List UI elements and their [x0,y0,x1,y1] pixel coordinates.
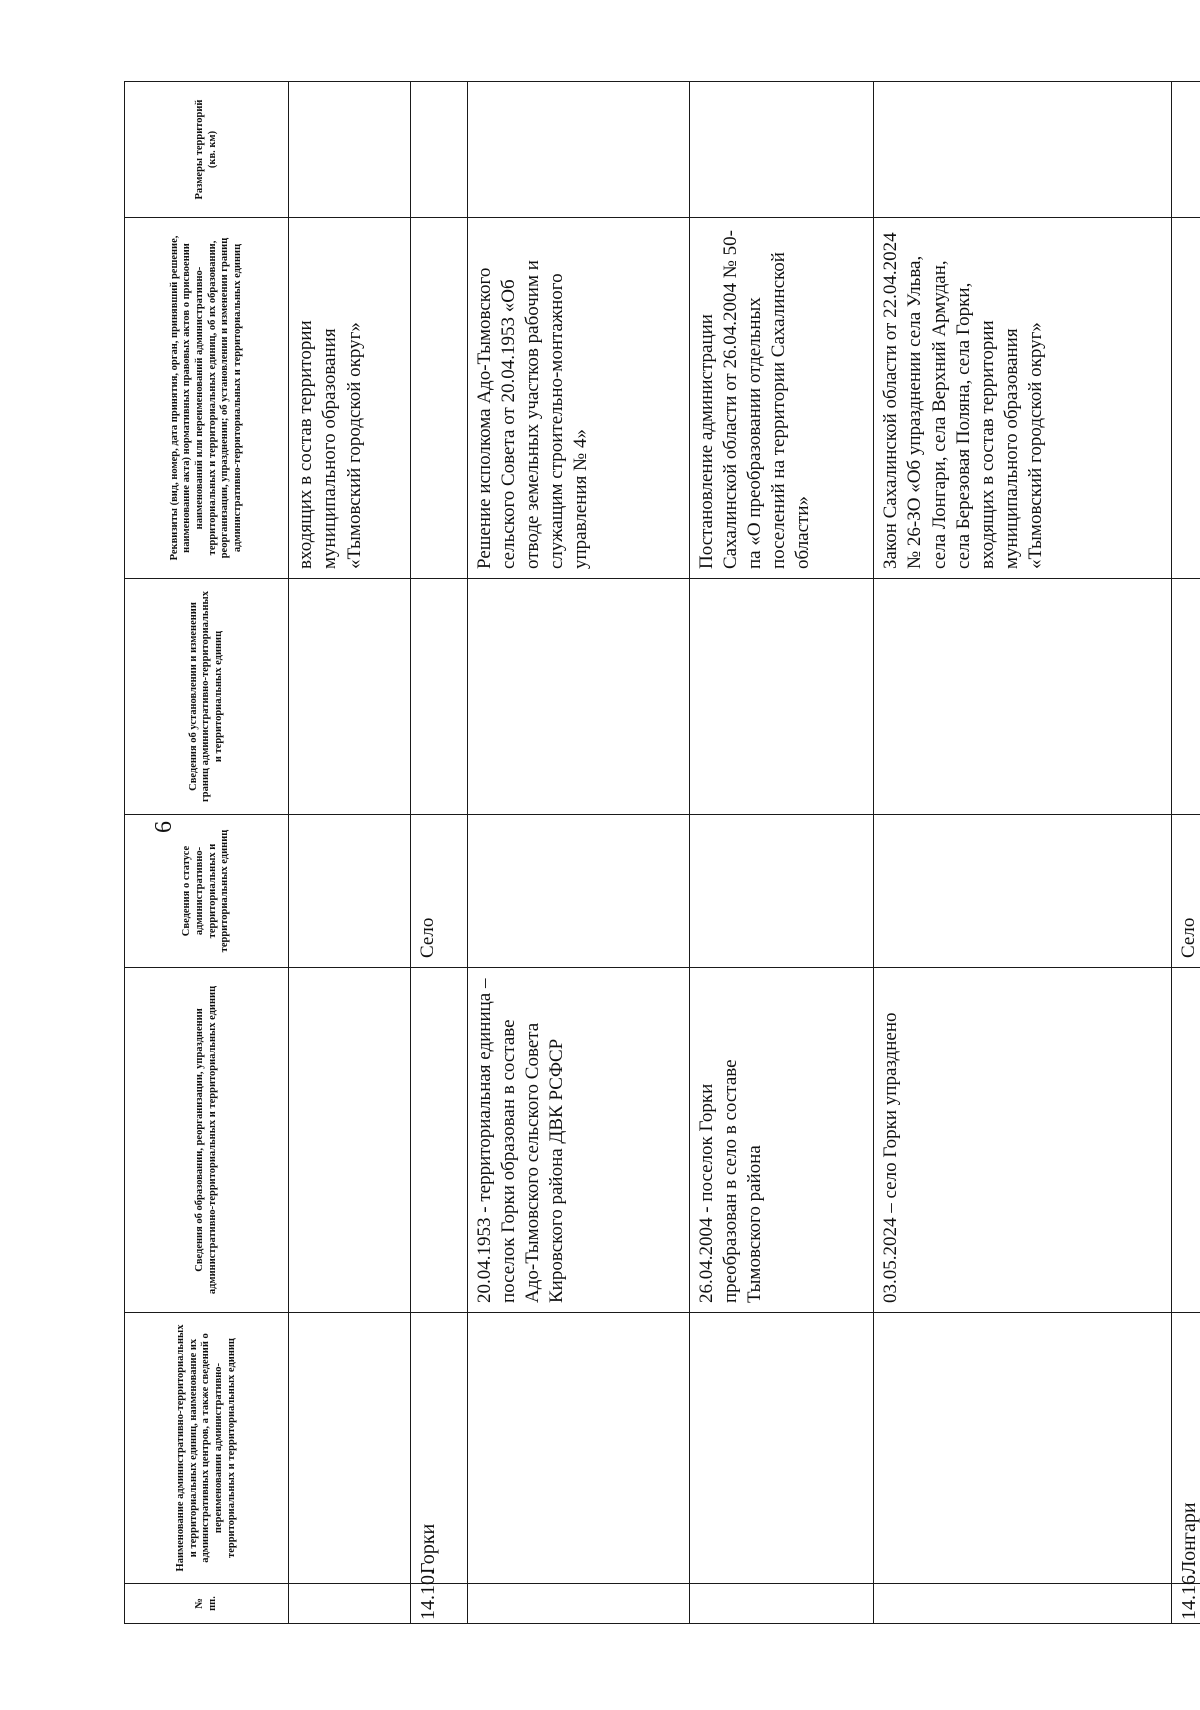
table-row [411,82,467,1624]
cell-formation [411,968,467,1313]
cell-area [689,82,874,218]
cell-borders [411,579,467,815]
cell-formation [1172,968,1200,1313]
cell-number [289,1584,411,1624]
cell-formation: 20.04.1953 - территориальная единица – поселок Горки образован в составе Адо-Тымовского сельского Совета Кировского района ДВК РСФСР [467,968,689,1313]
cell-formation: 03.05.2024 – село Горки упразднено [874,968,1172,1313]
cell-area [411,82,467,218]
cell-acts: входящих в состав территории муниципального образования «Тымовский городской округ» [289,218,411,579]
cell-status [467,815,689,968]
header-name: Наименование административно-территориальных и территориальных единиц, наименование их административных центров, а также сведений о переименовании административно-территориальных и территориальных единиц [125,1313,289,1584]
table-header-row [125,82,289,1624]
cell-number [689,1584,874,1624]
cell-acts [1172,218,1200,579]
cell-name: Горки [411,1313,467,1584]
cell-area [467,82,689,218]
header-area: Размеры территорий (кв. км) [125,82,289,218]
cell-number [467,1584,689,1624]
header-status: Сведения о статусе административно-территориальных и территориальных единиц [125,815,289,968]
table-row [874,82,1172,1624]
cell-number: 14.10. [411,1584,467,1624]
page-number: 6 [151,821,177,833]
cell-number [874,1584,1172,1624]
cell-name [689,1313,874,1584]
cell-status [874,815,1172,968]
cell-acts: Решение исполкома Адо-Тымовского сельского Совета от 20.04.1953 «Об отводе земельных участков рабочим и служащим строительно-монтажного управления № 4» [467,218,689,579]
cell-name: Лонгари [1172,1313,1200,1584]
cell-borders [289,579,411,815]
header-acts: Реквизиты (вид, номер, дата принятия, орган, принявший решение, наименование акта) нормативных правовых актов о присвоении наименований или переименований административно-территориальных и территориальных единиц, об их образовании, реорганизации, упразднении; об установлении и изменении границ административно-территориальных и территориальных единиц [125,218,289,579]
cell-status [289,815,411,968]
cell-borders [1172,579,1200,815]
cell-name [467,1313,689,1584]
header-borders: Сведения об установлении и изменении границ административно-территориальных и территориальных единиц [125,579,289,815]
cell-area [289,82,411,218]
cell-formation [289,968,411,1313]
cell-borders [467,579,689,815]
header-number: № пп. [125,1584,289,1624]
cell-acts: Постановление администрации Сахалинской области от 26.04.2004 № 50-па «О преобразовании отдельных поселений на территории Сахалинской области» [689,218,874,579]
cell-name [874,1313,1172,1584]
cell-name [289,1313,411,1584]
cell-status: Село [1172,815,1200,968]
table-row [1172,82,1200,1624]
cell-borders [874,579,1172,815]
cell-acts [411,218,467,579]
cell-formation: 26.04.2004 - поселок Горки преобразован в село в составе Тымовского района [689,968,874,1313]
table-row [689,82,874,1624]
table-row [289,82,411,1624]
cell-status: Село [411,815,467,968]
cell-status [689,815,874,968]
table-row [467,82,689,1624]
cell-acts: Закон Сахалинской области от 22.04.2024 № 26-ЗО «Об упразднении села Ульва, села Лонгари, села Верхний Армудан, села Березовая Поляна, села Горки, входящих в состав территории муниципального образования «Тымовский городской округ» [874,218,1172,579]
register-table [124,82,1200,1624]
cell-area [1172,82,1200,218]
cell-number: 14.16. [1172,1584,1200,1624]
cell-borders [689,579,874,815]
header-formation: Сведения об образовании, реорганизации, упразднении административно-территориальных и территориальных единиц [125,968,289,1313]
cell-area [874,82,1172,218]
